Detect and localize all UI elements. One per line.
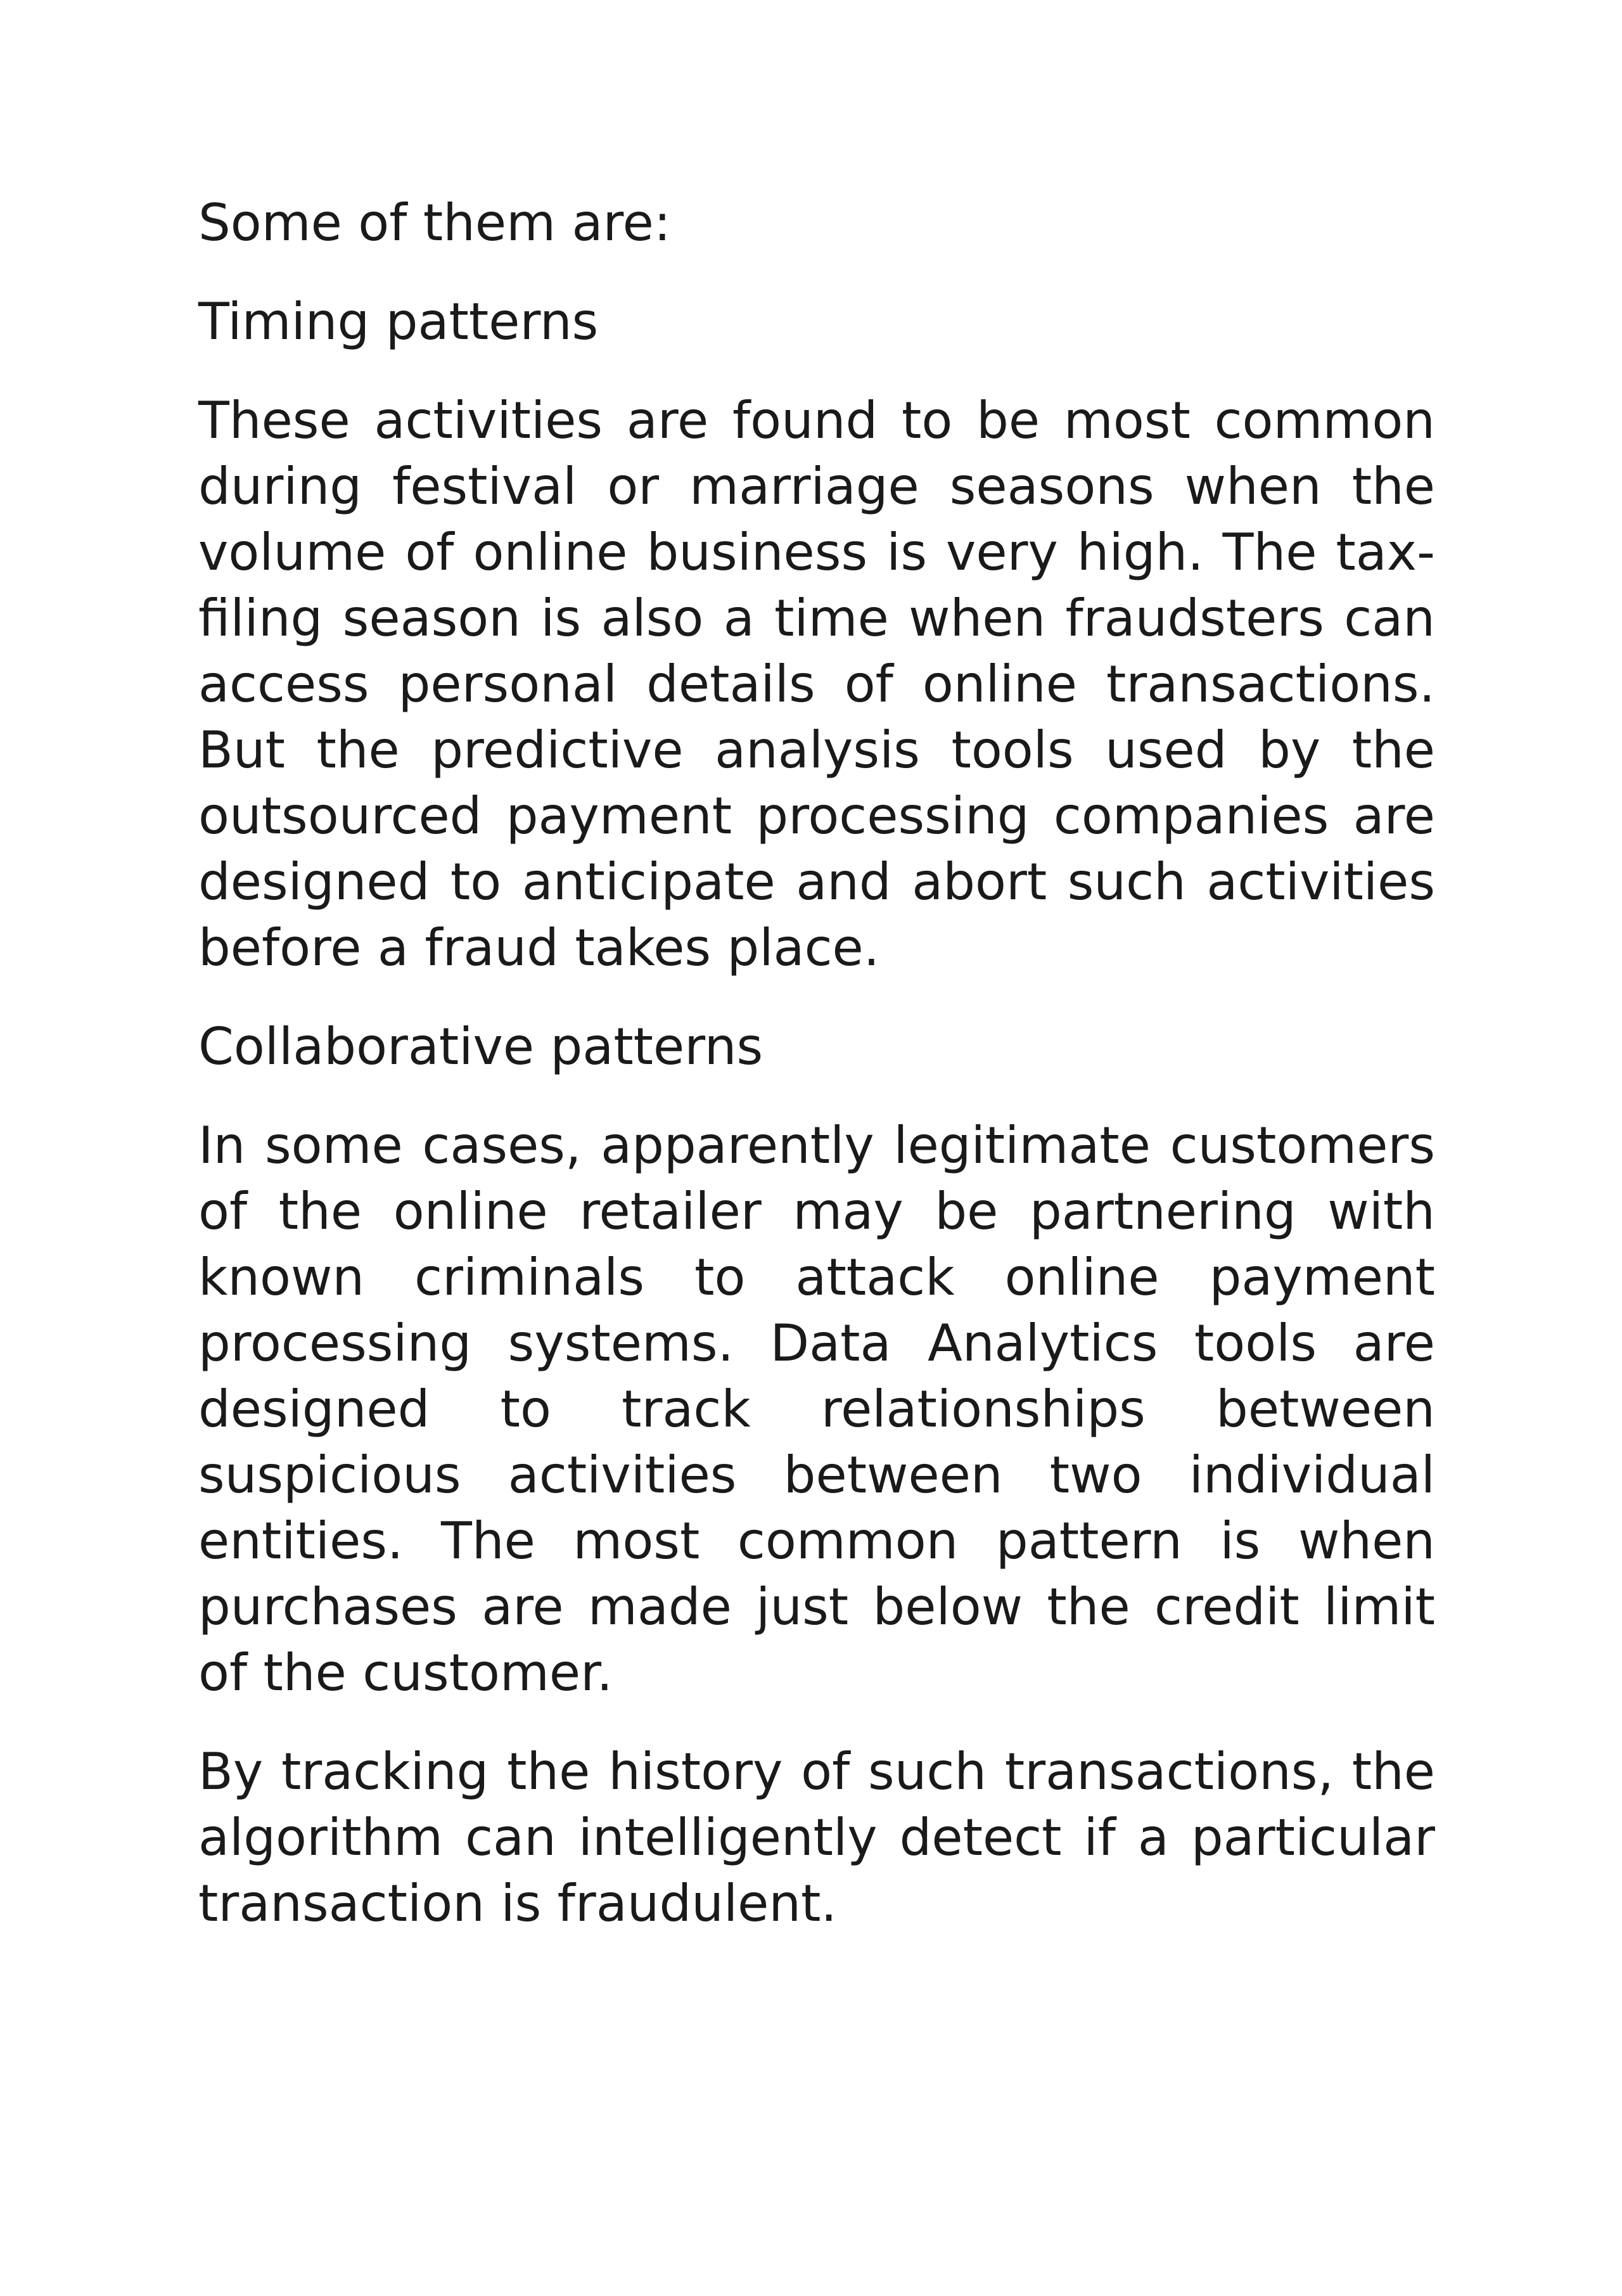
closing-paragraph: By tracking the history of such transactions, the algorithm can intelligently detect if a particular transaction is fraudulent. bbox=[198, 1742, 1435, 1933]
section-heading-timing: Timing patterns bbox=[198, 292, 599, 351]
section-body-collaborative: In some cases, apparently legitimate customers of the online retailer may be partnering with known criminals to attack online payment processing systems. Data Analytics tools are designed to track relationships between suspicious activities between two individual entities. The most common pattern is when purchases are made just below the credit limit of the customer. bbox=[198, 1116, 1435, 1702]
section-heading-collaborative: Collaborative patterns bbox=[198, 1017, 763, 1076]
document-page bbox=[198, 190, 1435, 1970]
intro-text: Some of them are: bbox=[198, 193, 671, 252]
section-body-timing: These activities are found to be most common during festival or marriage seasons when the volume of online business is very high. The tax-filing season is also a time when fraudsters can access personal details of online transactions. But the predictive analysis tools used by the outsourced payment processing companies are designed to anticipate and abort such activities before a fraud takes place. bbox=[198, 391, 1435, 977]
